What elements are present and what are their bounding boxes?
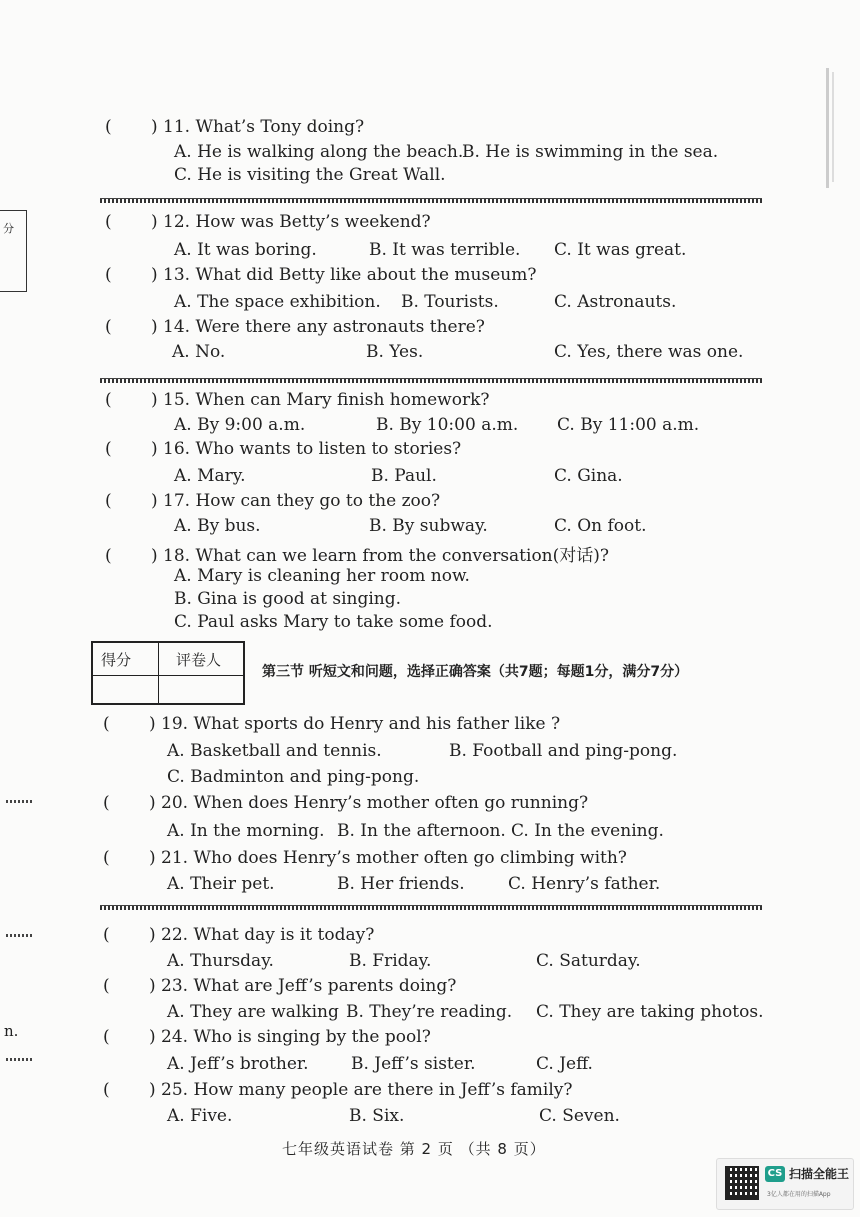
q11-option-b: B. He is swimming in the sea. [462, 142, 719, 162]
question-17: ( ) 17. How can they go to the zoo? [105, 491, 441, 511]
question-19: ( ) 19. What sports do Henry and his father like ? [103, 714, 561, 734]
score-table [91, 641, 245, 705]
question-13: ( ) 13. What did Betty like about the museum? [105, 265, 537, 285]
wavy-divider [100, 198, 762, 203]
table-divider [93, 675, 243, 676]
q22-option-c: C. Saturday. [536, 951, 641, 971]
q21-option-c: C. Henry’s father. [508, 874, 661, 894]
q25-option-b: B. Six. [349, 1106, 405, 1126]
q20-option-a: A. In the morning. [167, 821, 325, 841]
margin-wavy-mark [6, 800, 32, 803]
margin-wavy-mark [6, 1058, 32, 1061]
q19-option-c: C. Badminton and ping-pong. [167, 767, 420, 787]
question-18: ( ) 18. What can we learn from the conversation(对话)? [105, 546, 610, 566]
q16-option-a: A. Mary. [174, 466, 246, 486]
q17-option-c: C. On foot. [554, 516, 647, 536]
q17-option-b: B. By subway. [369, 516, 488, 536]
margin-n-label: n. [4, 1022, 19, 1040]
q24-option-b: B. Jeff’s sister. [351, 1054, 476, 1074]
question-11: ( ) 11. What’s Tony doing? [105, 117, 365, 137]
camscanner-watermark [716, 1158, 854, 1210]
q20-option-c: C. In the evening. [511, 821, 664, 841]
q12-option-a: A. It was boring. [174, 240, 317, 260]
q25-option-a: A. Five. [167, 1106, 233, 1126]
q14-option-a: A. No. [172, 342, 226, 362]
question-16: ( ) 16. Who wants to listen to stories? [105, 439, 462, 459]
q15-option-a: A. By 9:00 a.m. [174, 415, 306, 435]
q13-option-a: A. The space exhibition. [174, 292, 381, 312]
q23-option-c: C. They are taking photos. [536, 1002, 764, 1022]
q24-option-c: C. Jeff. [536, 1054, 593, 1074]
q16-option-b: B. Paul. [371, 466, 437, 486]
q13-option-c: C. Astronauts. [554, 292, 677, 312]
margin-fen-label: 分 [3, 222, 14, 235]
section-3-heading: 第三节 听短文和问题，选择正确答案（共7题；每题1分，满分7分） [262, 664, 689, 680]
question-23: ( ) 23. What are Jeff’s parents doing? [103, 976, 457, 996]
q21-option-b: B. Her friends. [337, 874, 465, 894]
q16-option-c: C. Gina. [554, 466, 623, 486]
q24-option-a: A. Jeff’s brother. [167, 1054, 309, 1074]
question-15: ( ) 15. When can Mary finish homework? [105, 390, 490, 410]
wavy-divider [100, 378, 762, 383]
q14-option-b: B. Yes. [366, 342, 424, 362]
q17-option-a: A. By bus. [174, 516, 261, 536]
margin-wavy-mark [6, 934, 32, 937]
qr-code-icon [725, 1166, 759, 1200]
question-14: ( ) 14. Were there any astronauts there? [105, 317, 485, 337]
question-12: ( ) 12. How was Betty’s weekend? [105, 212, 431, 232]
scan-edge-line [832, 72, 834, 182]
page-footer: 七年级英语试卷 第 2 页 （共 8 页） [282, 1140, 546, 1158]
table-divider [158, 643, 159, 703]
question-20: ( ) 20. When does Henry’s mother often go running? [103, 793, 589, 813]
watermark-subtitle: 3亿人都在用的扫描App [767, 1191, 831, 1198]
q21-option-a: A. Their pet. [167, 874, 275, 894]
q22-option-b: B. Friday. [349, 951, 432, 971]
q15-option-c: C. By 11:00 a.m. [557, 415, 700, 435]
q12-option-c: C. It was great. [554, 240, 687, 260]
question-24: ( ) 24. Who is singing by the pool? [103, 1027, 431, 1047]
q14-option-c: C. Yes, there was one. [554, 342, 744, 362]
q15-option-b: B. By 10:00 a.m. [376, 415, 519, 435]
q12-option-b: B. It was terrible. [369, 240, 521, 260]
watermark-title: 扫描全能王 [789, 1167, 850, 1181]
q18-option-c: C. Paul asks Mary to take some food. [174, 612, 493, 632]
q18-option-a: A. Mary is cleaning her room now. [174, 566, 470, 586]
grader-label: 评卷人 [176, 651, 222, 669]
q23-option-b: B. They’re reading. [346, 1002, 513, 1022]
q19-option-a: A. Basketball and tennis. [167, 741, 382, 761]
q13-option-b: B. Tourists. [401, 292, 499, 312]
q22-option-a: A. Thursday. [167, 951, 274, 971]
q23-option-a: A. They are walking [167, 1002, 339, 1022]
scan-edge-line [826, 68, 829, 188]
q18-option-b: B. Gina is good at singing. [174, 589, 402, 609]
question-22: ( ) 22. What day is it today? [103, 925, 375, 945]
wavy-divider [100, 905, 762, 910]
q20-option-b: B. In the afternoon. [337, 821, 506, 841]
question-25: ( ) 25. How many people are there in Jeff’s family? [103, 1080, 573, 1100]
camscanner-logo-icon: CS [765, 1166, 785, 1182]
q11-option-a: A. He is walking along the beach. [174, 142, 464, 162]
q25-option-c: C. Seven. [539, 1106, 620, 1126]
score-label: 得分 [101, 651, 132, 669]
q19-option-b: B. Football and ping-pong. [449, 741, 678, 761]
question-21: ( ) 21. Who does Henry’s mother often go climbing with? [103, 848, 627, 868]
q11-option-c: C. He is visiting the Great Wall. [174, 165, 446, 185]
